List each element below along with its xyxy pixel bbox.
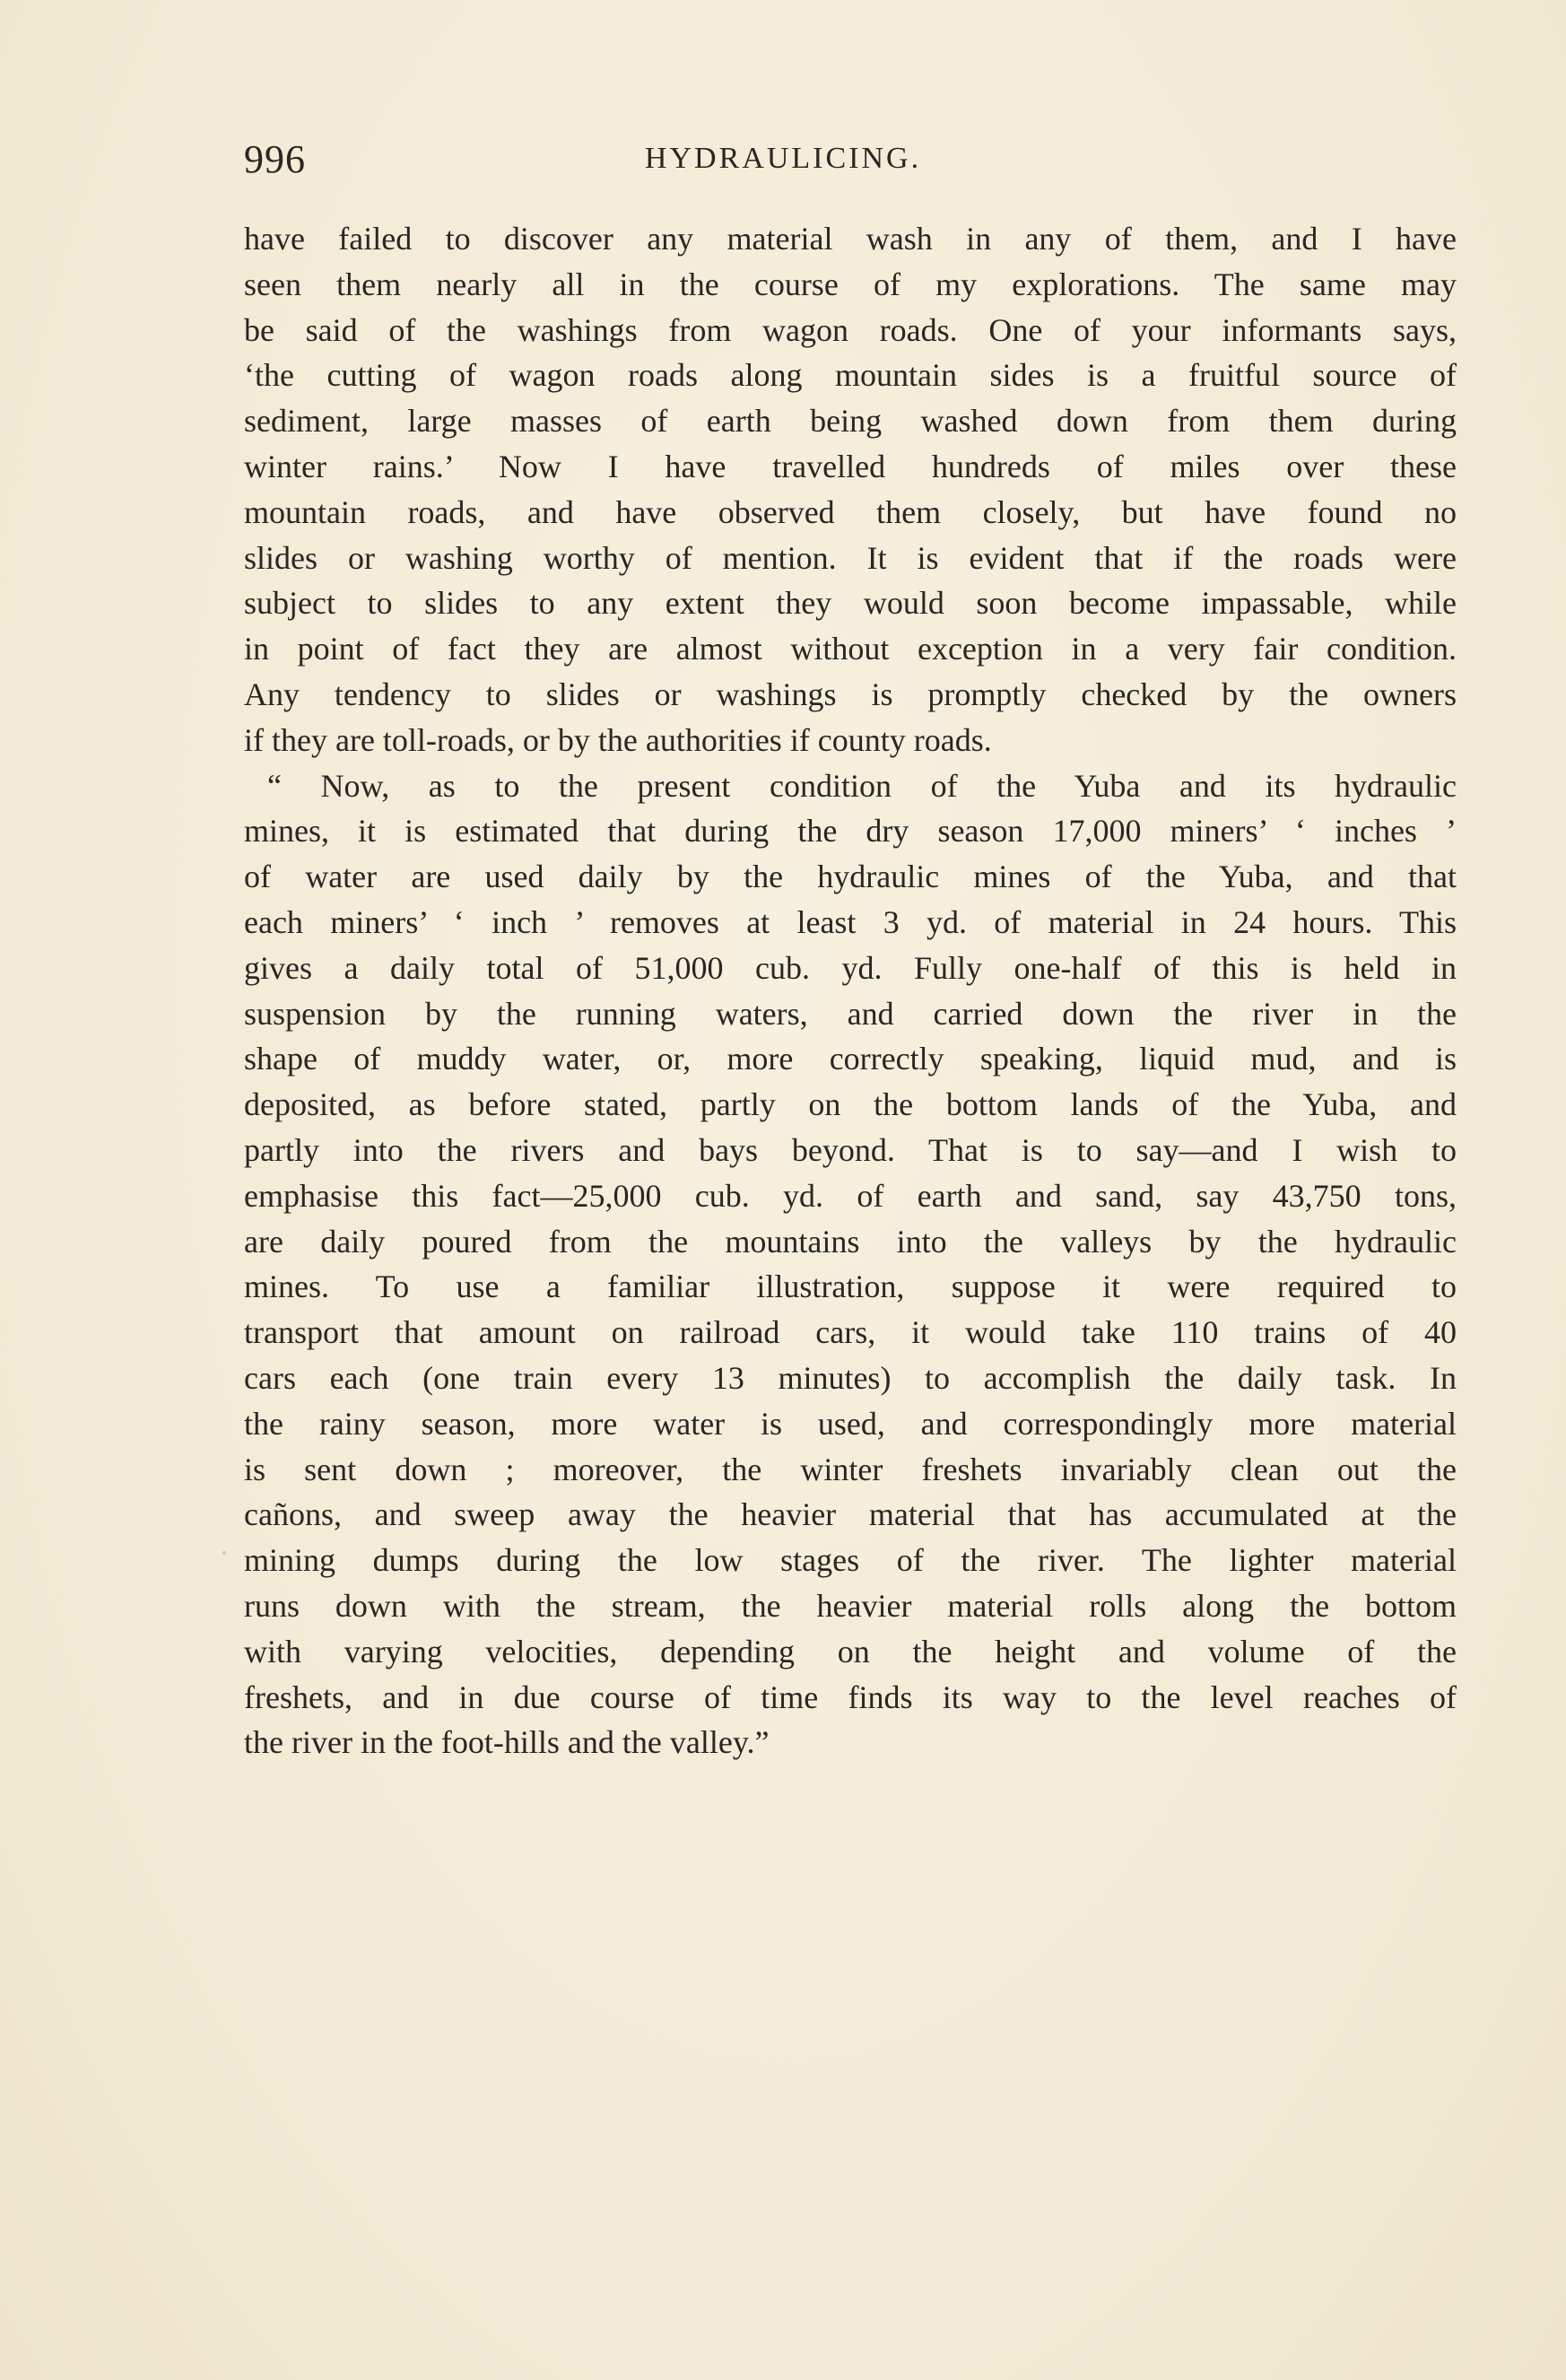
text-line: mines, it is estimated that during the dry season 17,000 miners’ ‘ inches ’	[244, 813, 1457, 850]
text-line: gives a daily total of 51,000 cub. yd. Fully one-half of this is held in	[244, 949, 1457, 986]
text-line: mines. To use a familiar illustration, suppose it were required to	[244, 1268, 1457, 1305]
text-line: deposited, as before stated, partly on the bottom lands of the Yuba, and	[244, 1086, 1457, 1123]
text-line: Any tendency to slides or washings is promptly checked by the owners	[244, 676, 1457, 712]
text-line: winter rains.’ Now I have travelled hundreds of miles over these	[244, 448, 1457, 484]
text-line: slides or washing worthy of mention. It is evident that if the roads were	[244, 539, 1457, 576]
text-line: suspension by the running waters, and carried down the river in the	[244, 995, 1457, 1032]
text-line-paragraph-end: if they are toll-roads, or by the authorities if county roads.	[244, 721, 992, 758]
text-line: subject to slides to any extent they would soon become impassable, while	[244, 585, 1457, 622]
text-line-paragraph-end: the river in the foot-hills and the valley.”	[244, 1724, 770, 1761]
text-line: runs down with the stream, the heavier material rolls along the bottom	[244, 1587, 1457, 1624]
text-line: mountain roads, and have observed them closely, but have found no	[244, 493, 1457, 530]
text-line: freshets, and in due course of time finds its way to the level reaches of	[244, 1678, 1457, 1715]
text-line: each miners’ ‘ inch ’ removes at least 3 yd. of material in 24 hours. This	[244, 903, 1457, 940]
text-line: is sent down ; moreover, the winter freshets invariably clean out the	[244, 1451, 1457, 1487]
paper-speck	[222, 1551, 226, 1555]
text-line: the rainy season, more water is used, and correspondingly more material	[244, 1405, 1457, 1442]
text-line: with varying velocities, depending on the height and volume of the	[244, 1633, 1457, 1669]
text-line: shape of muddy water, or, more correctly speaking, liquid mud, and is	[244, 1041, 1457, 1077]
body-text	[244, 216, 1457, 1765]
text-line: transport that amount on railroad cars, it would take 110 trains of 40	[244, 1314, 1457, 1351]
running-title: HYDRAULICING.	[644, 142, 922, 175]
text-line: have failed to discover any material wash in any of them, and I have	[244, 221, 1457, 257]
text-line: mining dumps during the low stages of the river. The lighter material	[244, 1542, 1457, 1579]
page-number: 996	[244, 137, 306, 181]
text-line: ‘the cutting of wagon roads along mountain sides is a fruitful source of	[244, 357, 1457, 394]
text-line: sediment, large masses of earth being washed down from them during	[244, 403, 1457, 440]
text-line-paragraph-start: “ Now, as to the present condition of the Yuba and its hydraulic	[267, 767, 1457, 804]
text-line: are daily poured from the mountains into the valleys by the hydraulic	[244, 1223, 1457, 1260]
text-line: in point of fact they are almost without exception in a very fair condition.	[244, 631, 1457, 667]
text-line: emphasise this fact—25,000 cub. yd. of earth and sand, say 43,750 tons,	[244, 1177, 1457, 1214]
text-line: cañons, and sweep away the heavier material that has accumulated at the	[244, 1496, 1457, 1533]
text-line: be said of the washings from wagon roads. One of your informants says,	[244, 311, 1457, 348]
text-line: cars each (one train every 13 minutes) to accomplish the daily task. In	[244, 1359, 1457, 1396]
text-line: of water are used daily by the hydraulic mines of the Yuba, and that	[244, 859, 1457, 895]
text-line: seen them nearly all in the course of my explorations. The same may	[244, 266, 1457, 302]
text-line: partly into the rivers and bays beyond. That is to say—and I wish to	[244, 1131, 1457, 1168]
